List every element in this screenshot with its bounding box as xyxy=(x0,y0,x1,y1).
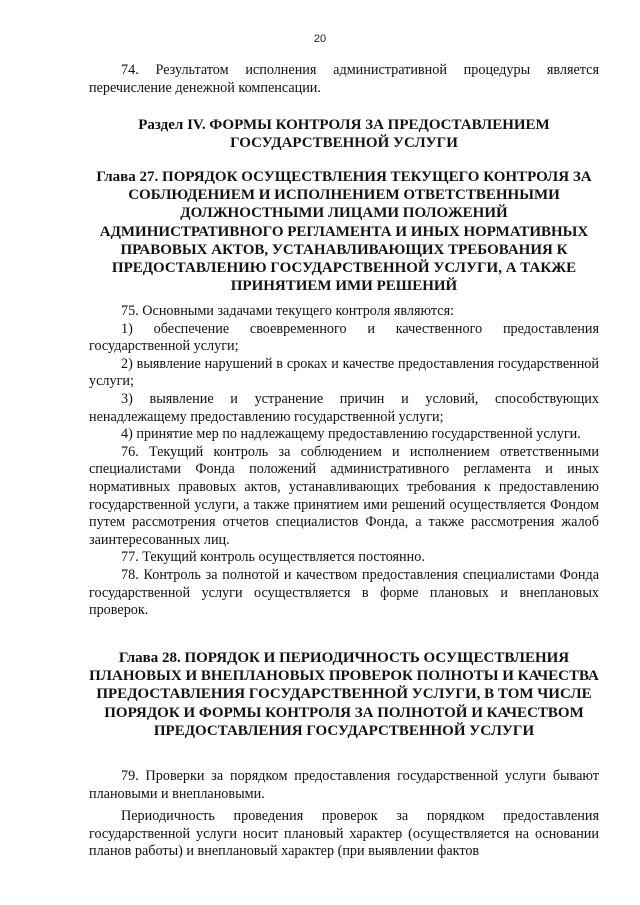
paragraph-periodicity: Периодичность проведения проверок за порядком предоставления государственной услуги носит плановый характер (осуществляется на основании планов работы) и внеплановый характер (при выявлении фактов xyxy=(89,808,599,860)
paragraph-75-item-3: 3) выявление и устранение причин и условий, способствующих ненадлежащему предоставлению государственной услуги; xyxy=(89,390,599,425)
paragraph-74: 74. Результатом исполнения административной процедуры является перечисление денежной компенсации. xyxy=(89,62,599,96)
paragraph-75-item-4: 4) принятие мер по надлежащему предоставлению государственной услуги. xyxy=(121,426,581,443)
paragraph-75: 75. Основными задачами текущего контроля являются: xyxy=(121,303,455,319)
chapter-27-body xyxy=(89,303,599,620)
paragraph-75-item-2: 2) выявление нарушений в сроках и качестве предоставления государственной услуги; xyxy=(89,355,599,390)
page-number: 20 xyxy=(313,33,327,45)
paragraph-75-item-1: 1) обеспечение своевременного и качественного предоставления государственной услуги; xyxy=(89,320,599,355)
paragraph-79: 79. Проверки за порядком предоставления государственной услуги бывают плановыми и внеплановыми. xyxy=(89,768,599,802)
paragraph-78: 78. Контроль за полнотой и качеством предоставления специалистами Фонда государственной услуги осуществляется в форме плановых и внеплановых проверок. xyxy=(89,566,599,619)
paragraph-76: 76. Текущий контроль за соблюдением и исполнением ответственными специалистами Фонда положений административного регламента и иных нормативных правовых актов, устанавливающих требования к предоставлению государственной услуги, а также принятием ими решений осуществляется Фондом путем рассмотрения отчетов специалистов Фонда, а также рассмотрения жалоб заинтересованных лиц. xyxy=(89,443,599,548)
chapter-28-body xyxy=(89,768,599,861)
paragraph-74-block xyxy=(89,62,599,97)
chapter-27-title: Глава 27. ПОРЯДОК ОСУЩЕСТВЛЕНИЯ ТЕКУЩЕГО КОНТРОЛЯ ЗА СОБЛЮДЕНИЕМ И ИСПОЛНЕНИЕМ ОТВЕТСТВЕННЫМИ ДОЛЖНОСТНЫМИ ЛИЦАМИ ПОЛОЖЕНИЙ АДМИНИСТРАТИВНОГО РЕГЛАМЕНТА И ИНЫХ НОРМАТИВНЫХ ПРАВОВЫХ АКТОВ, УСТАНАВЛИВАЮЩИХ ТРЕБОВАНИЯ К ПРЕДОСТАВЛЕНИЮ ГОСУДАРСТВЕННОЙ УСЛУГИ, А ТАКЖЕ ПРИНЯТИЕМ ИМИ РЕШЕНИЙ xyxy=(96,169,592,295)
section-4-title: Раздел IV. ФОРМЫ КОНТРОЛЯ ЗА ПРЕДОСТАВЛЕНИЕМ ГОСУДАРСТВЕННОЙ УСЛУГИ xyxy=(138,117,550,152)
paragraph-77: 77. Текущий контроль осуществляется постоянно. xyxy=(121,549,425,566)
chapter-28-title: Глава 28. ПОРЯДОК И ПЕРИОДИЧНОСТЬ ОСУЩЕСТВЛЕНИЯ ПЛАНОВЫХ И ВНЕПЛАНОВЫХ ПРОВЕРОК ПОЛНОТЫ И КАЧЕСТВА ПРЕДОСТАВЛЕНИЯ ГОСУДАРСТВЕННОЙ УСЛУГИ, В ТОМ ЧИСЛЕ ПОРЯДОК И ФОРМЫ КОНТРОЛЯ ЗА ПОЛНОТОЙ И КАЧЕСТВОМ ПРЕДОСТАВЛЕНИЯ ГОСУДАРСТВЕННОЙ УСЛУГИ xyxy=(89,650,599,739)
